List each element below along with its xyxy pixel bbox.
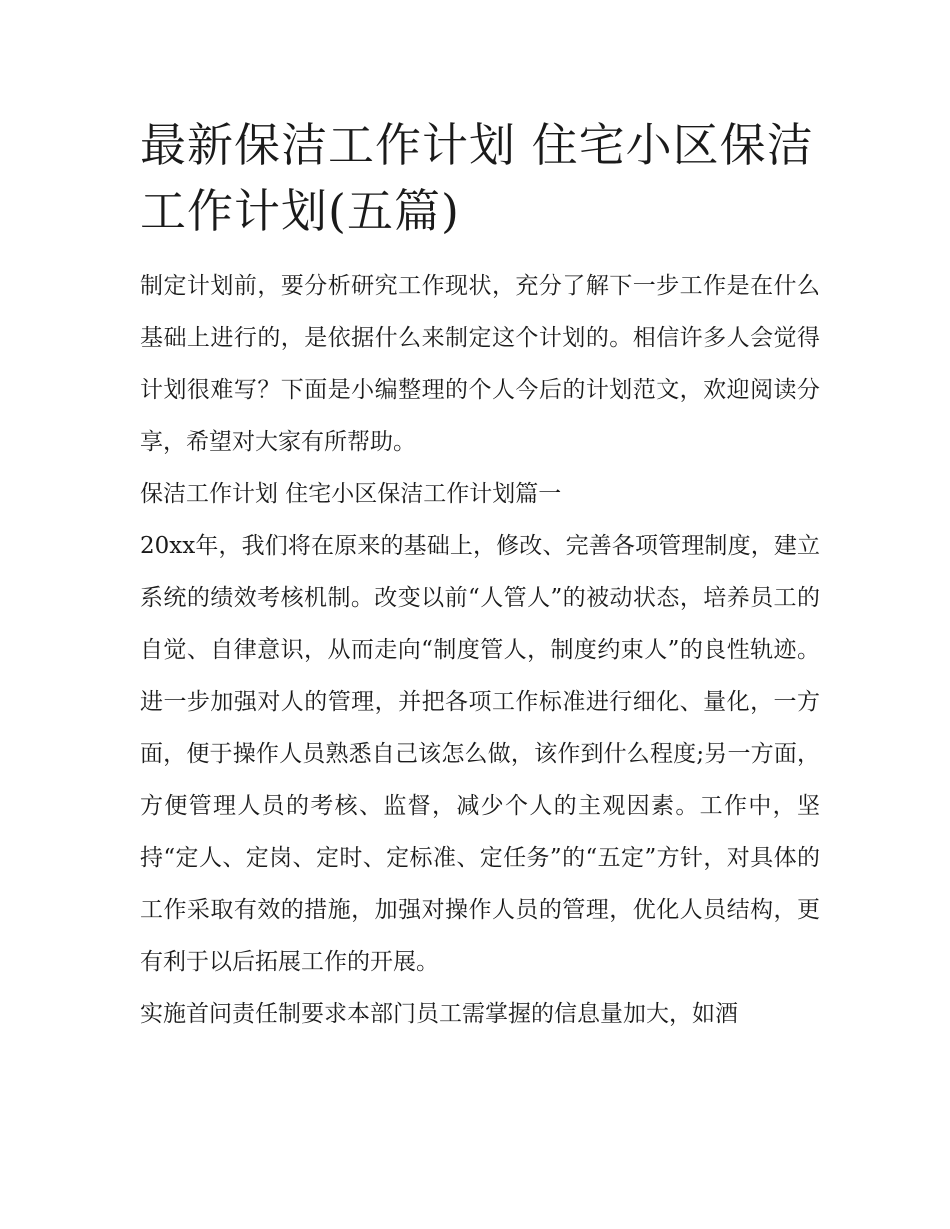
body-paragraph-2: 实施首问责任制要求本部门员工需掌握的信息量加大，如酒 [140, 1001, 738, 1027]
document-title: 最新保洁工作计划 住宅小区保洁工作计划(五篇) [140, 118, 814, 238]
intro-paragraph: 制定计划前，要分析研究工作现状，充分了解下一步工作是在什么基础上进行的，是依据什么来制定这个计划的。相信许多人会觉得计划很难写？下面是小编整理的个人今后的计划范文，欢迎阅读分享，希望对大家有所帮助。 [140, 273, 820, 455]
document-page [140, 112, 820, 1040]
section-heading: 保洁工作计划 住宅小区保洁工作计划篇一 [140, 481, 562, 507]
body-paragraph-1: 20xx年，我们将在原来的基础上，修改、完善各项管理制度，建立系统的绩效考核机制。改变以前“人管人”的被动状态，培养员工的自觉、自律意识，从而走向“制度管人，制度约束人”的良性轨迹。进一步加强对人的管理，并把各项工作标准进行细化、量化，一方面，便于操作人员熟悉自己该怎么做，该作到什么程度;另一方面，方便管理人员的考核、监督，减少个人的主观因素。工作中，坚持“定人、定岗、定时、定标准、定任务”的“五定”方针，对具体的工作采取有效的措施，加强对操作人员的管理，优化人员结构，更有利于以后拓展工作的开展。 [140, 533, 820, 975]
